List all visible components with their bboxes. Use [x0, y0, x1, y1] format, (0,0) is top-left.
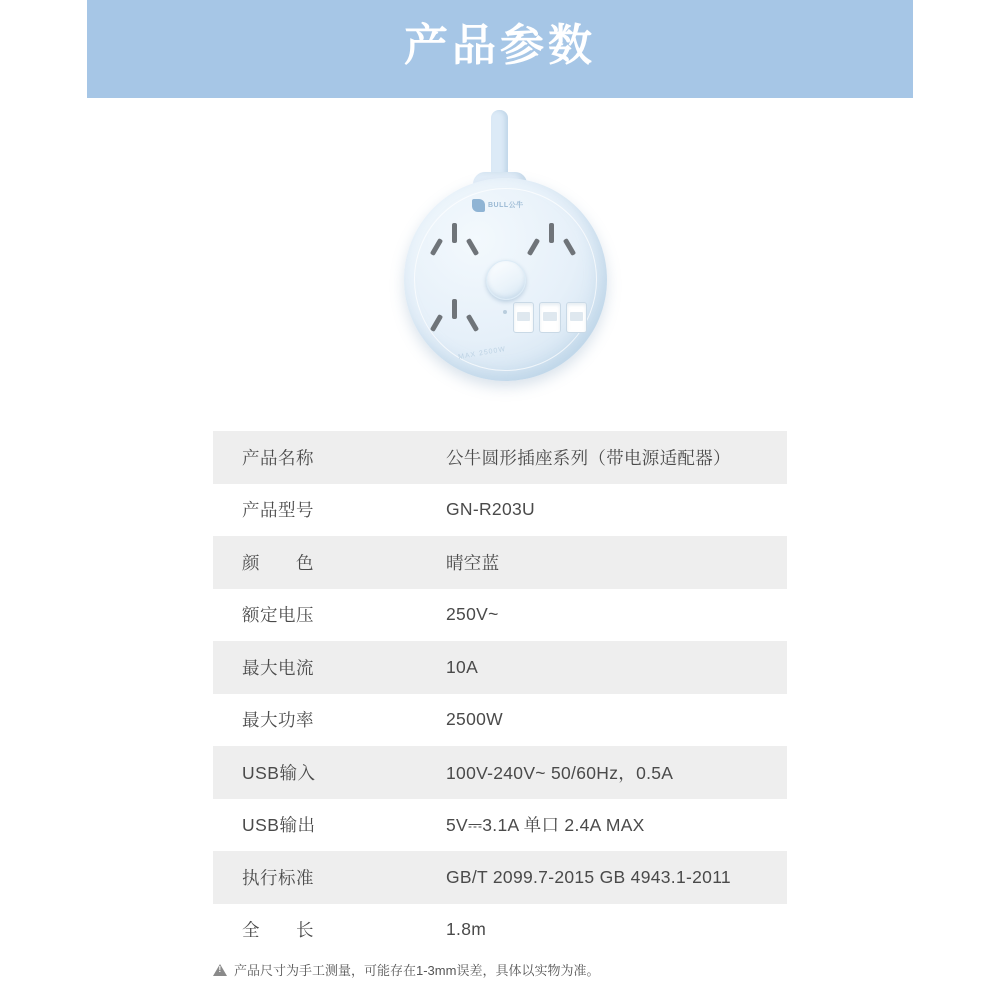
body-marking: MAX 2500W	[457, 345, 507, 362]
spec-label: 执行标准	[213, 851, 429, 904]
warning-icon	[213, 964, 227, 976]
table-row	[213, 484, 787, 537]
table-row	[213, 694, 787, 747]
page-banner	[87, 0, 913, 98]
spec-label: 产品型号	[242, 500, 314, 521]
table-row	[213, 589, 787, 642]
table-row	[213, 851, 787, 904]
spec-label: 产品名称	[213, 431, 429, 484]
outlet-slot-icon	[452, 223, 457, 243]
outlet-slot-icon	[452, 299, 457, 319]
outlet-slot-icon	[549, 223, 554, 243]
outlet-slot-icon	[466, 314, 479, 332]
led-indicator-icon	[503, 310, 507, 314]
bull-logo-mark-icon	[472, 199, 485, 212]
spec-value: 250V~	[446, 604, 499, 625]
table-row	[213, 536, 787, 589]
spec-table	[213, 431, 787, 956]
table-row	[213, 431, 787, 484]
outlet-slot-icon	[430, 238, 443, 256]
spec-table-body	[213, 431, 787, 956]
usb-port-2-icon	[539, 302, 560, 333]
spec-label: 颜 色	[213, 536, 429, 589]
spec-value: 公牛圆形插座系列（带电源适配器）	[429, 431, 787, 484]
spec-label: 全 长	[242, 920, 314, 941]
power-strip-body	[404, 178, 607, 381]
spec-label: 最大功率	[242, 710, 314, 731]
spec-value: 晴空蓝	[429, 536, 787, 589]
table-row	[213, 641, 787, 694]
outlet-slot-icon	[563, 238, 576, 256]
table-row	[213, 799, 787, 852]
brand-text: BULL公牛	[488, 202, 524, 209]
spec-value: 2500W	[446, 709, 503, 730]
table-row	[213, 746, 787, 799]
measurement-note	[213, 960, 913, 979]
usb-port-3-icon	[566, 302, 587, 333]
usb-port-group	[513, 302, 587, 334]
table-row	[213, 904, 787, 957]
bull-logo-icon	[472, 198, 540, 212]
outlet-3	[432, 298, 478, 334]
spec-value: 1.8m	[446, 919, 487, 940]
spec-value: 10A	[429, 641, 787, 694]
spec-value: GN-R203U	[446, 499, 535, 520]
spec-label: 最大电流	[213, 641, 429, 694]
page-title: 产品参数	[404, 21, 596, 70]
outlet-2	[529, 222, 575, 258]
measurement-note-text: 产品尺寸为手工测量，可能存在1-3mm误差，具体以实物为准。	[234, 963, 600, 978]
outlet-slot-icon	[527, 238, 540, 256]
spec-value: 100V-240V~ 50/60Hz，0.5A	[429, 746, 787, 799]
outlet-slot-icon	[430, 314, 443, 332]
spec-label: USB输出	[242, 815, 316, 836]
product-image	[0, 98, 1000, 408]
power-button-icon	[486, 260, 526, 300]
spec-label: USB输入	[213, 746, 429, 799]
outlet-slot-icon	[466, 238, 479, 256]
outlet-1	[432, 222, 478, 258]
spec-label: 额定电压	[242, 605, 314, 626]
spec-value: GB/T 2099.7-2015 GB 4943.1-2011	[429, 851, 787, 904]
usb-port-1-icon	[513, 302, 534, 333]
spec-value: 5V⎓3.1A 单口 2.4A MAX	[446, 815, 645, 836]
